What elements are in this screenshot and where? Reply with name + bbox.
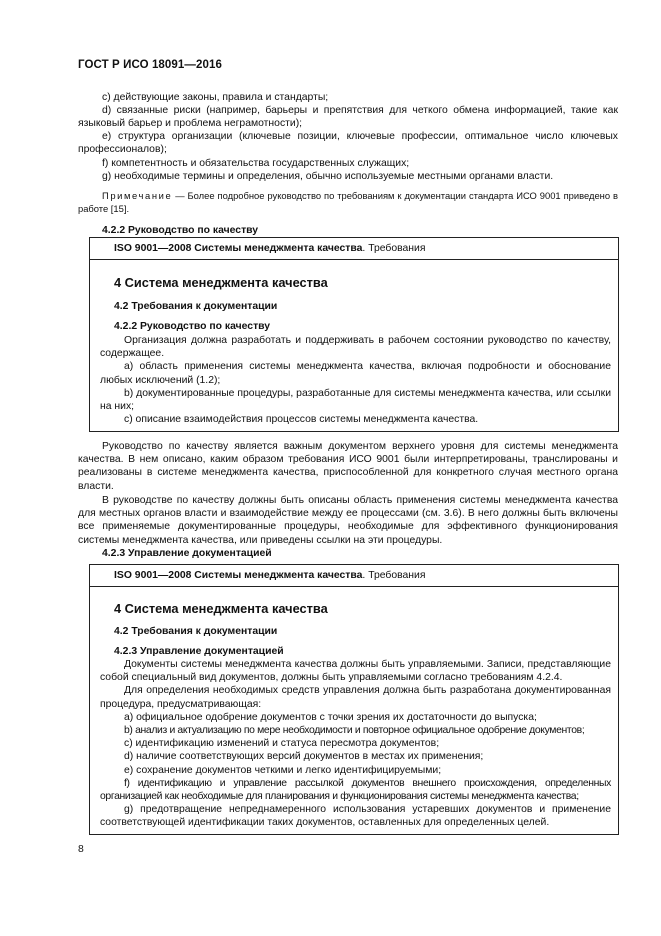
- box-paragraph: Для определения необходимых средств управления должна быть разработана документированная процедура, предусматривающая:: [100, 685, 611, 710]
- box-heading-section: 4 Система менеджмента качества: [114, 275, 328, 290]
- box-list-item: a) официальное одобрение документов с точки зрения их достаточности до выпуска;: [124, 711, 537, 723]
- list-item-d: d) связанные риски (например, барьеры и препятствия для четкого обмена информацией, такие как языковый барьер и проблема неграмотности);: [78, 105, 618, 130]
- note: [78, 190, 618, 215]
- quote-box-header-bold: ISO 9001—2008 Системы менеджмента качества: [114, 570, 363, 581]
- box-heading-section: 4 Система менеджмента качества: [114, 601, 328, 616]
- document-header: ГОСТ Р ИСО 18091—2016: [78, 59, 223, 71]
- box-list-item: b) анализ и актуализацию по мере необходимости и повторное официальное одобрение документов;: [124, 725, 585, 737]
- box-heading-subsection: 4.2 Требования к документации: [114, 301, 278, 312]
- iso-quote-box-document-control: [89, 564, 619, 835]
- iso-quote-box-quality-manual: [89, 237, 619, 432]
- list-item-e: e) структура организации (ключевые позиции, ключевые профессии, оптимальное число ключевых профессионалов);: [78, 131, 618, 156]
- box-text: [100, 334, 611, 426]
- box-list-item: c) идентификацию изменений и статуса пересмотра документов;: [124, 738, 440, 750]
- quote-box-header: [90, 238, 618, 260]
- box-list-item: g) предотвращение непреднамеренного использования устаревших документов и применение соответствующей идентификации таких документов, оставленных для определенных целей.: [100, 804, 611, 829]
- box-list-item: a) область применения системы менеджмента качества, включая подробности и обоснование любых исключений (1.2);: [100, 361, 611, 386]
- box-heading-clause: 4.2.3 Управление документацией: [114, 646, 284, 657]
- section-heading-4-2-2: 4.2.2 Руководство по качеству: [102, 225, 259, 236]
- box-text: [100, 658, 611, 830]
- list-item-g: g) необходимые термины и определения, обычно используемые местными органами власти.: [102, 171, 554, 182]
- body-paragraph: Руководство по качеству является важным документом верхнего уровня для системы менеджмента качества. В нем описано, каким образом требования ИСО 9001 были интерпретированы, транслированы и реализованы в системе менеджмента качества, приспособленной для конкретного случая местного органа власти.: [78, 441, 618, 492]
- note-text: — Более подробное руководство по требованиям к документации стандарта ИСО 9001 приведено в работе [15].: [78, 190, 618, 214]
- box-paragraph: Документы системы менеджмента качества должны быть управляемыми. Записи, представляющие собой специальный вид документов, должны быть управляемыми согласно требованиям 4.2.4.: [100, 659, 611, 684]
- box-paragraph: Организация должна разработать и поддерживать в рабочем состоянии руководство по качеству, содержащее.: [100, 335, 611, 360]
- list-item-c: c) действующие законы, правила и стандарты;: [102, 92, 329, 103]
- box-heading-subsection: 4.2 Требования к документации: [114, 626, 278, 637]
- box-list-item: f) идентификацию и управление рассылкой документов внешнего происхождения, определенных организацией как необходимые для планирования и функционирования системы менеджмента качества;: [100, 777, 611, 803]
- box-list-item: b) документированные процедуры, разработанные для системы менеджмента качества, или ссылки на них;: [100, 387, 611, 413]
- quote-box-header: [90, 565, 618, 587]
- box-list-item: c) описание взаимодействия процессов системы менеджмента качества.: [124, 414, 479, 426]
- section-heading-4-2-3: 4.2.3 Управление документацией: [102, 548, 272, 559]
- list-item-f: f) компетентность и обязательства государственных служащих;: [102, 158, 410, 169]
- box-list-item: e) сохранение документов четкими и легко идентифицируемыми;: [124, 764, 442, 776]
- quote-box-header-rest: . Требования: [362, 243, 426, 254]
- box-list-item: d) наличие соответствующих версий документов в местах их применения;: [124, 751, 484, 763]
- quote-box-header-bold: ISO 9001—2008 Системы менеджмента качества: [114, 243, 363, 254]
- box-heading-clause: 4.2.2 Руководство по качеству: [114, 321, 271, 332]
- note-label: Примечание: [102, 190, 173, 201]
- quote-box-header-rest: . Требования: [362, 570, 426, 581]
- page-number: 8: [78, 844, 84, 855]
- body-paragraph: В руководстве по качеству должны быть описаны область применения системы менеджмента качества для местных органов власти и взаимодействие между ее процессами (см. 3.6). В него должны быть включены все применяемые документированные процедуры, необходимые для эффективного функционирования системы менеджмента качества, или приведены ссылки на эти процедуры.: [78, 495, 618, 546]
